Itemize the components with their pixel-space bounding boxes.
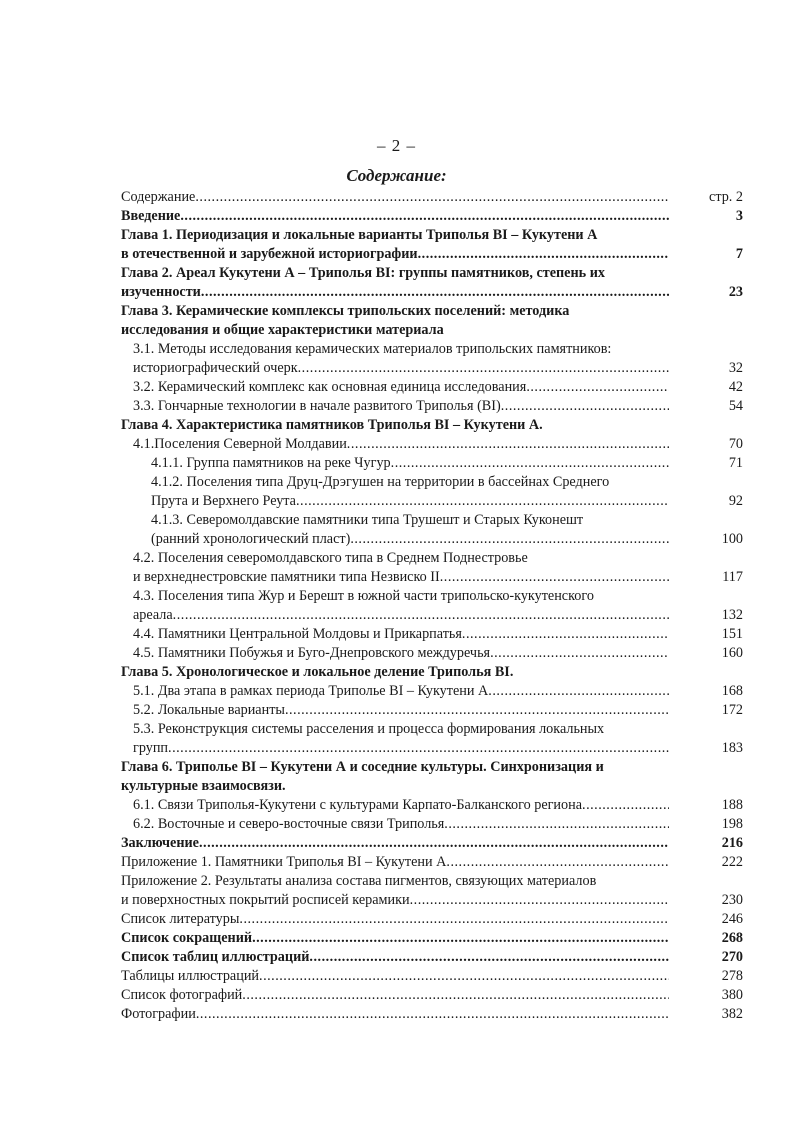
toc-entry-text: 5.2. Локальные варианты <box>133 702 285 718</box>
toc-entry <box>121 625 743 644</box>
dot-leader <box>446 853 669 872</box>
toc-entry-text: Заключение <box>121 835 199 851</box>
toc-entry-text: 4.1.2. Поселения типа Друц-Дрэгушен на территории в бассейнах Среднего <box>151 474 610 490</box>
toc-entry-text: исследования и общие характеристики материала <box>121 322 444 338</box>
toc-page-number: 168 <box>721 683 743 699</box>
toc-entry-text: 4.1.Поселения Северной Молдавии <box>133 436 347 452</box>
toc-entry <box>121 587 743 625</box>
page-number: – 2 – <box>377 136 416 155</box>
toc-entry-text: 3.1. Методы исследования керамических материалов трипольских памятников: <box>133 341 612 357</box>
toc-page-number: 246 <box>721 911 743 927</box>
dot-leader <box>298 359 669 378</box>
toc-entry-text: 4.4. Памятники Центральной Молдовы и Прикарпатья <box>133 626 462 642</box>
toc-entry-text: 4.2. Поселения северомолдавского типа в Среднем Поднестровье <box>133 550 528 566</box>
toc-entry-text: культурные взаимосвязи. <box>121 778 286 794</box>
dot-leader <box>252 929 669 948</box>
toc-entry-text: Глава 1. Периодизация и локальные варианты Триполья BI – Кукутени А <box>121 227 598 243</box>
toc-entry-text: Список фотографий <box>121 987 243 1003</box>
toc-page-number: 230 <box>721 892 743 908</box>
toc-entry-text: 3.3. Гончарные технологии в начале развитого Триполья (BI) <box>133 398 501 414</box>
toc-entry-text: Список литературы <box>121 911 240 927</box>
toc-entry <box>121 967 743 986</box>
dot-leader <box>259 967 669 986</box>
dot-leader <box>440 568 669 587</box>
toc-page-number: 216 <box>721 835 743 851</box>
toc-page-number: 7 <box>735 246 743 262</box>
toc-page-number: стр. 2 <box>709 189 743 205</box>
toc-page-number: 222 <box>721 854 743 870</box>
toc-entry <box>121 720 743 758</box>
toc-entry-text: Приложение 1. Памятники Триполья BI – Кукутени А <box>121 854 447 870</box>
toc-page-number: 382 <box>721 1006 743 1022</box>
dot-leader <box>309 948 669 967</box>
toc-entry-text: изученности <box>121 284 201 300</box>
toc-page-number: 183 <box>721 740 743 756</box>
dot-leader <box>418 245 669 264</box>
dot-leader <box>239 910 669 929</box>
toc-entry-text: Фотографии <box>121 1006 196 1022</box>
toc-entry <box>121 207 743 226</box>
toc-entry <box>121 815 743 834</box>
toc-entry <box>121 853 743 872</box>
toc-entry <box>121 872 743 910</box>
dot-leader <box>173 606 669 625</box>
toc-entry <box>121 796 743 815</box>
toc-page-number: 198 <box>721 816 743 832</box>
toc-entry-text: Глава 5. Хронологическое и локальное деление Триполья BI. <box>121 664 514 680</box>
toc-entry-text: Таблицы иллюстраций <box>121 968 260 984</box>
toc-entry <box>121 378 743 397</box>
toc-page-number: 100 <box>721 531 743 547</box>
toc-entry-text: 6.2. Восточные и северо-восточные связи Триполья <box>133 816 445 832</box>
toc-page-number: 268 <box>721 930 743 946</box>
toc-entry <box>121 416 743 435</box>
toc-entry-text: Глава 2. Ареал Кукутени А – Триполья BI: группы памятников, степень их <box>121 265 605 281</box>
toc-entry-text: ареала <box>133 607 173 623</box>
toc-entry-text: Список таблиц иллюстраций <box>121 949 310 965</box>
toc-entry <box>121 454 743 473</box>
toc-entry-text: Приложение 2. Результаты анализа состава пигментов, связующих материалов <box>121 873 597 889</box>
toc-entry <box>121 644 743 663</box>
dot-leader <box>462 625 669 644</box>
dot-leader <box>199 834 669 853</box>
dot-leader <box>582 796 669 815</box>
toc-entry-text: Глава 3. Керамические комплексы трипольских поселений: методика <box>121 303 570 319</box>
table-of-contents <box>121 188 743 1024</box>
toc-entry-text: и верхнеднестровские памятники типа Незвиско II <box>133 569 440 585</box>
dot-leader <box>501 397 669 416</box>
dot-leader <box>195 188 669 207</box>
toc-entry-text: и поверхностных покрытий росписей керамики <box>121 892 410 908</box>
toc-entry-text: Список сокращений <box>121 930 253 946</box>
dot-leader <box>296 492 669 511</box>
toc-page-number: 70 <box>728 436 743 452</box>
dot-leader <box>488 682 669 701</box>
dot-leader <box>391 454 669 473</box>
dot-leader <box>285 701 669 720</box>
toc-entry <box>121 302 743 340</box>
toc-page-number: 151 <box>721 626 743 642</box>
dot-leader <box>180 207 669 226</box>
toc-entry <box>121 549 743 587</box>
toc-entry <box>121 910 743 929</box>
toc-page-number: 117 <box>722 569 743 585</box>
dot-leader <box>196 1005 669 1024</box>
toc-entry-text: 5.1. Два этапа в рамках периода Триполье BI – Кукутени А <box>133 683 489 699</box>
dot-leader <box>444 815 669 834</box>
toc-page-number: 278 <box>721 968 743 984</box>
toc-entry <box>121 1005 743 1024</box>
toc-page-number: 3 <box>735 208 743 224</box>
toc-entry-text: 3.2. Керамический комплекс как основная единица исследования <box>133 379 527 395</box>
toc-entry <box>121 929 743 948</box>
toc-entry-text: в отечественной и зарубежной историографии <box>121 246 418 262</box>
dot-leader <box>350 530 669 549</box>
toc-page-number: 71 <box>728 455 743 471</box>
toc-entry <box>121 264 743 302</box>
toc-entry <box>121 663 743 682</box>
dot-leader <box>242 986 669 1005</box>
toc-entry <box>121 188 743 207</box>
toc-entry-text: 5.3. Реконструкция системы расселения и процесса формирования локальных <box>133 721 605 737</box>
toc-entry <box>121 834 743 853</box>
toc-page-number: 42 <box>728 379 743 395</box>
dot-leader <box>201 283 669 302</box>
toc-entry-text: групп <box>133 740 169 756</box>
toc-entry-text: Прута и Верхнего Реута <box>151 493 296 509</box>
toc-entry <box>121 397 743 416</box>
toc-page-number: 32 <box>728 360 743 376</box>
toc-page-number: 160 <box>721 645 743 661</box>
toc-title: Содержание: <box>346 166 447 185</box>
toc-page-number: 380 <box>721 987 743 1003</box>
dot-leader <box>526 378 669 397</box>
toc-entry-text: 4.5. Памятники Побужья и Буго-Днепровского междуречья <box>133 645 491 661</box>
toc-entry-text: Глава 6. Триполье BI – Кукутени А и соседние культуры. Синхронизация и <box>121 759 604 775</box>
toc-page-number: 54 <box>728 398 743 414</box>
toc-entry <box>121 473 743 511</box>
toc-entry <box>121 226 743 264</box>
toc-entry-text: Глава 4. Характеристика памятников Триполья BI – Кукутени А. <box>121 417 543 433</box>
toc-entry <box>121 511 743 549</box>
toc-entry <box>121 701 743 720</box>
toc-entry <box>121 340 743 378</box>
toc-entry <box>121 435 743 454</box>
toc-page-number: 132 <box>721 607 743 623</box>
toc-page-number: 270 <box>721 949 743 965</box>
toc-entry-text: историографический очерк <box>133 360 298 376</box>
toc-entry-text: 4.1.1. Группа памятников на реке Чугур <box>151 455 391 471</box>
dot-leader <box>347 435 669 454</box>
toc-entry-text: 4.1.3. Северомолдавские памятники типа Трушешт и Старых Куконешт <box>151 512 584 528</box>
toc-entry-text: 6.1. Связи Триполья-Кукутени с культурами Карпато-Балканского региона <box>133 797 583 813</box>
toc-page-number: 188 <box>721 797 743 813</box>
toc-page-number: 172 <box>721 702 743 718</box>
dot-leader <box>490 644 669 663</box>
toc-entry-text: Содержание <box>121 189 196 205</box>
toc-entry <box>121 682 743 701</box>
toc-entry <box>121 758 743 796</box>
toc-entry-text: Введение <box>121 208 181 224</box>
toc-entry <box>121 986 743 1005</box>
toc-page-number: 23 <box>728 284 743 300</box>
toc-entry-text: (ранний хронологический пласт) <box>151 531 351 547</box>
dot-leader <box>410 891 669 910</box>
toc-entry <box>121 948 743 967</box>
toc-page-number: 92 <box>728 493 743 509</box>
dot-leader <box>168 739 669 758</box>
toc-entry-text: 4.3. Поселения типа Жур и Берешт в южной части трипольско-кукутенского <box>133 588 594 604</box>
